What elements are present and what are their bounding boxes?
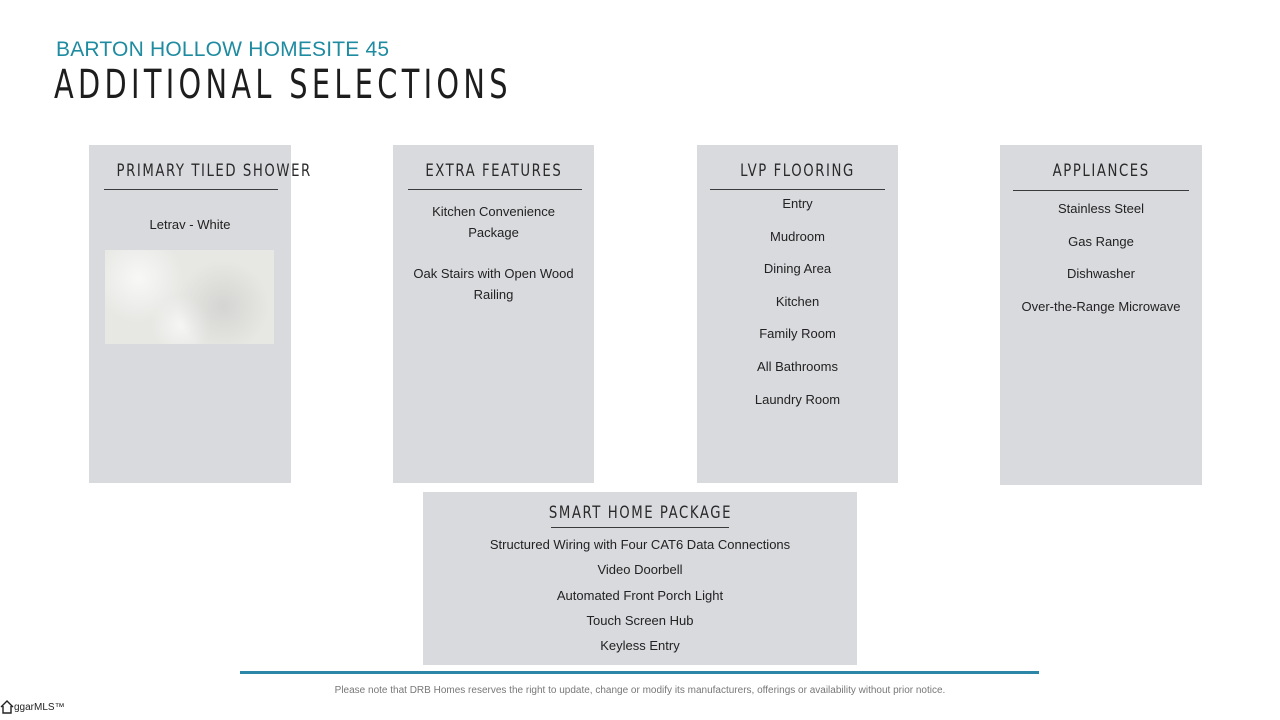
card-extra-features — [393, 145, 594, 483]
list-item: Oak Stairs with Open Wood Railing — [413, 266, 574, 302]
page-subtitle: BARTON HOLLOW HOMESITE 45 — [56, 38, 390, 61]
brand-watermark — [0, 700, 65, 714]
list-item: Video Doorbell — [597, 562, 683, 578]
disclaimer-text: Please note that DRB Homes reserves the right to update, change or modify its manufacturers, offerings or availability without prior notice. — [334, 685, 946, 696]
list-item: Kitchen Convenience Package — [432, 204, 555, 240]
divider — [710, 189, 885, 190]
list-item: Laundry Room — [754, 391, 841, 407]
brand-label: ggarMLS™ — [14, 701, 65, 713]
list-item: Entry — [782, 196, 813, 211]
list-item: Gas Range — [1068, 233, 1134, 249]
list-item: Letrav - White — [149, 217, 231, 232]
list-item: Over-the-Range Microwave — [1021, 298, 1181, 314]
item-list — [435, 537, 845, 654]
card-appliances — [1000, 145, 1202, 485]
house-logo-icon — [0, 700, 14, 714]
card-title: PRIMARY TILED SHOWER — [116, 161, 312, 181]
card-smart-home-package — [423, 492, 857, 665]
card-title: SMART HOME PACKAGE — [548, 503, 732, 523]
card-lvp-flooring — [697, 145, 898, 483]
item-list — [405, 201, 582, 305]
card-primary-tiled-shower — [89, 145, 312, 483]
item-list — [709, 196, 886, 408]
list-item: Keyless Entry — [600, 638, 680, 654]
divider — [551, 527, 729, 528]
list-item: Mudroom — [770, 228, 825, 244]
list-item: Stainless Steel — [1058, 201, 1144, 216]
card-title: APPLIANCES — [1052, 161, 1150, 181]
tile-swatch-image — [105, 250, 274, 344]
list-item: Touch Screen Hub — [586, 612, 694, 628]
list-item: Dining Area — [763, 261, 832, 277]
list-item: Dishwasher — [1067, 266, 1135, 282]
page-title: ADDITIONAL SELECTIONS — [54, 62, 512, 108]
list-item: Automated Front Porch Light — [556, 587, 724, 603]
divider — [1013, 190, 1189, 191]
card-title: LVP FLOORING — [740, 161, 855, 181]
divider — [408, 189, 582, 190]
divider — [104, 189, 278, 190]
list-item: Structured Wiring with Four CAT6 Data Connections — [489, 537, 791, 552]
list-item: All Bathrooms — [757, 358, 838, 374]
list-item: Kitchen — [775, 293, 820, 309]
card-title: EXTRA FEATURES — [424, 161, 562, 181]
list-item: Family Room — [759, 326, 836, 342]
item-list — [1004, 201, 1198, 315]
footer-divider — [240, 671, 1039, 674]
item-list — [101, 217, 279, 233]
